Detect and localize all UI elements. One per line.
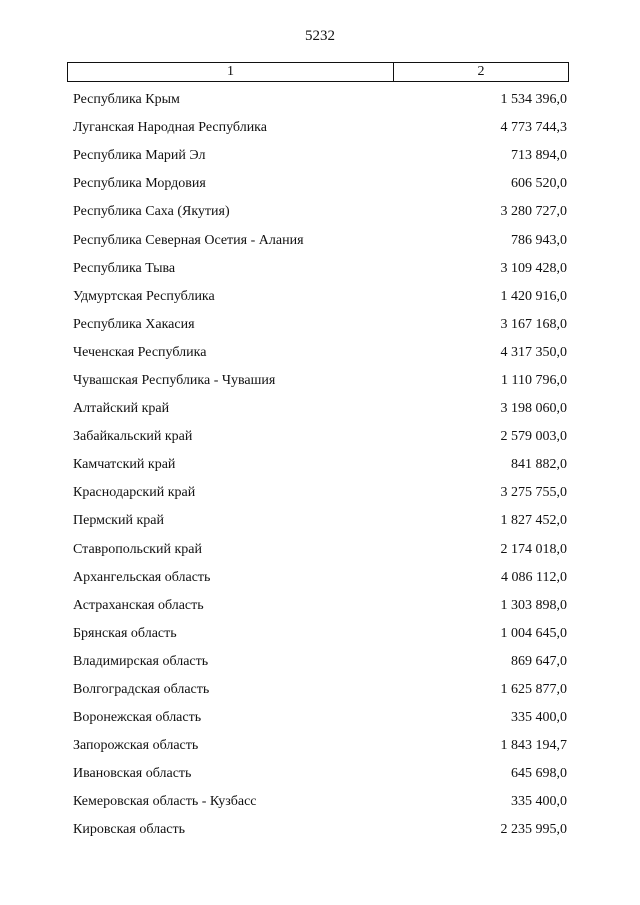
- table-row: [73, 114, 567, 142]
- table-row: [73, 704, 567, 732]
- amount-value: 869 647,0: [511, 653, 567, 669]
- table-row: [73, 536, 567, 564]
- amount-value: 1 303 898,0: [500, 597, 567, 613]
- table-row: [73, 732, 567, 760]
- amount-value: 1 110 796,0: [501, 372, 567, 388]
- column-header-2: 2: [477, 64, 485, 79]
- amount-value: 1 004 645,0: [500, 625, 567, 641]
- amount-value: 2 235 995,0: [500, 822, 567, 838]
- page-number: 5232: [305, 28, 335, 44]
- region-name: Луганская Народная Республика: [73, 120, 267, 136]
- region-name: Ставропольский край: [73, 541, 202, 557]
- region-name: Ивановская область: [73, 766, 192, 782]
- table-row: [73, 592, 567, 620]
- amount-value: 1 420 916,0: [500, 288, 567, 304]
- amount-value: 3 280 727,0: [500, 204, 567, 220]
- region-name: Республика Саха (Якутия): [73, 204, 230, 220]
- amount-value: 1 625 877,0: [500, 682, 567, 698]
- region-name: Республика Северная Осетия - Алания: [73, 232, 304, 248]
- table-row: [73, 255, 567, 283]
- column-header-1: 1: [68, 63, 394, 81]
- table-row: [73, 507, 567, 535]
- amount-value: 713 894,0: [511, 148, 567, 164]
- amount-value: 841 882,0: [511, 457, 567, 473]
- table-row: [73, 226, 567, 254]
- region-name: Камчатский край: [73, 457, 176, 473]
- amount-value: 1 843 194,7: [500, 738, 567, 754]
- amount-value: 645 698,0: [511, 766, 567, 782]
- region-name: Республика Марий Эл: [73, 148, 206, 164]
- table-row: [73, 451, 567, 479]
- table-row: [73, 311, 567, 339]
- region-name: Республика Мордовия: [73, 176, 206, 192]
- region-name: Архангельская область: [73, 569, 211, 585]
- region-name: Чеченская Республика: [73, 344, 207, 360]
- amount-value: 4 086 112,0: [501, 569, 567, 585]
- amount-value: 335 400,0: [511, 794, 567, 810]
- amount-value: 3 167 168,0: [500, 316, 567, 332]
- table-row: [73, 676, 567, 704]
- table-column-header: [67, 62, 569, 82]
- table-row: [73, 816, 567, 844]
- amount-value: 4 773 744,3: [500, 120, 567, 136]
- table-row: [73, 339, 567, 367]
- region-name: Республика Хакасия: [73, 316, 195, 332]
- region-name: Пермский край: [73, 513, 164, 529]
- table-row: [73, 198, 567, 226]
- table-row: [73, 564, 567, 592]
- table-row: [73, 170, 567, 198]
- table-row: [73, 479, 567, 507]
- region-name: Запорожская область: [73, 738, 199, 754]
- amount-value: 606 520,0: [511, 176, 567, 192]
- amount-value: 2 579 003,0: [500, 429, 567, 445]
- region-name: Краснодарский край: [73, 485, 196, 501]
- region-name: Забайкальский край: [73, 429, 193, 445]
- region-name: Астраханская область: [73, 597, 204, 613]
- region-name: Волгоградская область: [73, 682, 210, 698]
- region-name: Чувашская Республика - Чувашия: [73, 372, 276, 388]
- region-name: Брянская область: [73, 625, 177, 641]
- region-name: Удмуртская Республика: [73, 288, 215, 304]
- table-row: [73, 620, 567, 648]
- table-row: [73, 423, 567, 451]
- region-name: Алтайский край: [73, 401, 170, 417]
- region-name: Республика Крым: [73, 92, 180, 108]
- region-name: Республика Тыва: [73, 260, 176, 276]
- amount-value: 1 827 452,0: [500, 513, 567, 529]
- amount-value: 3 275 755,0: [500, 485, 567, 501]
- table-row: [73, 395, 567, 423]
- amount-value: 1 534 396,0: [500, 92, 567, 108]
- table-row: [73, 788, 567, 816]
- table-row: [73, 86, 567, 114]
- table-row: [73, 760, 567, 788]
- table-row: [73, 648, 567, 676]
- region-name: Воронежская область: [73, 710, 202, 726]
- table-row: [73, 367, 567, 395]
- amount-value: 335 400,0: [511, 710, 567, 726]
- region-name: Владимирская область: [73, 653, 209, 669]
- region-name: Кировская область: [73, 822, 186, 838]
- amount-value: 3 109 428,0: [500, 260, 567, 276]
- table-body: [73, 86, 567, 845]
- amount-value: 786 943,0: [511, 232, 567, 248]
- amount-value: 4 317 350,0: [500, 344, 567, 360]
- table-row: [73, 142, 567, 170]
- region-name: Кемеровская область - Кузбасс: [73, 794, 257, 810]
- table-row: [73, 283, 567, 311]
- amount-value: 3 198 060,0: [500, 401, 567, 417]
- amount-value: 2 174 018,0: [500, 541, 567, 557]
